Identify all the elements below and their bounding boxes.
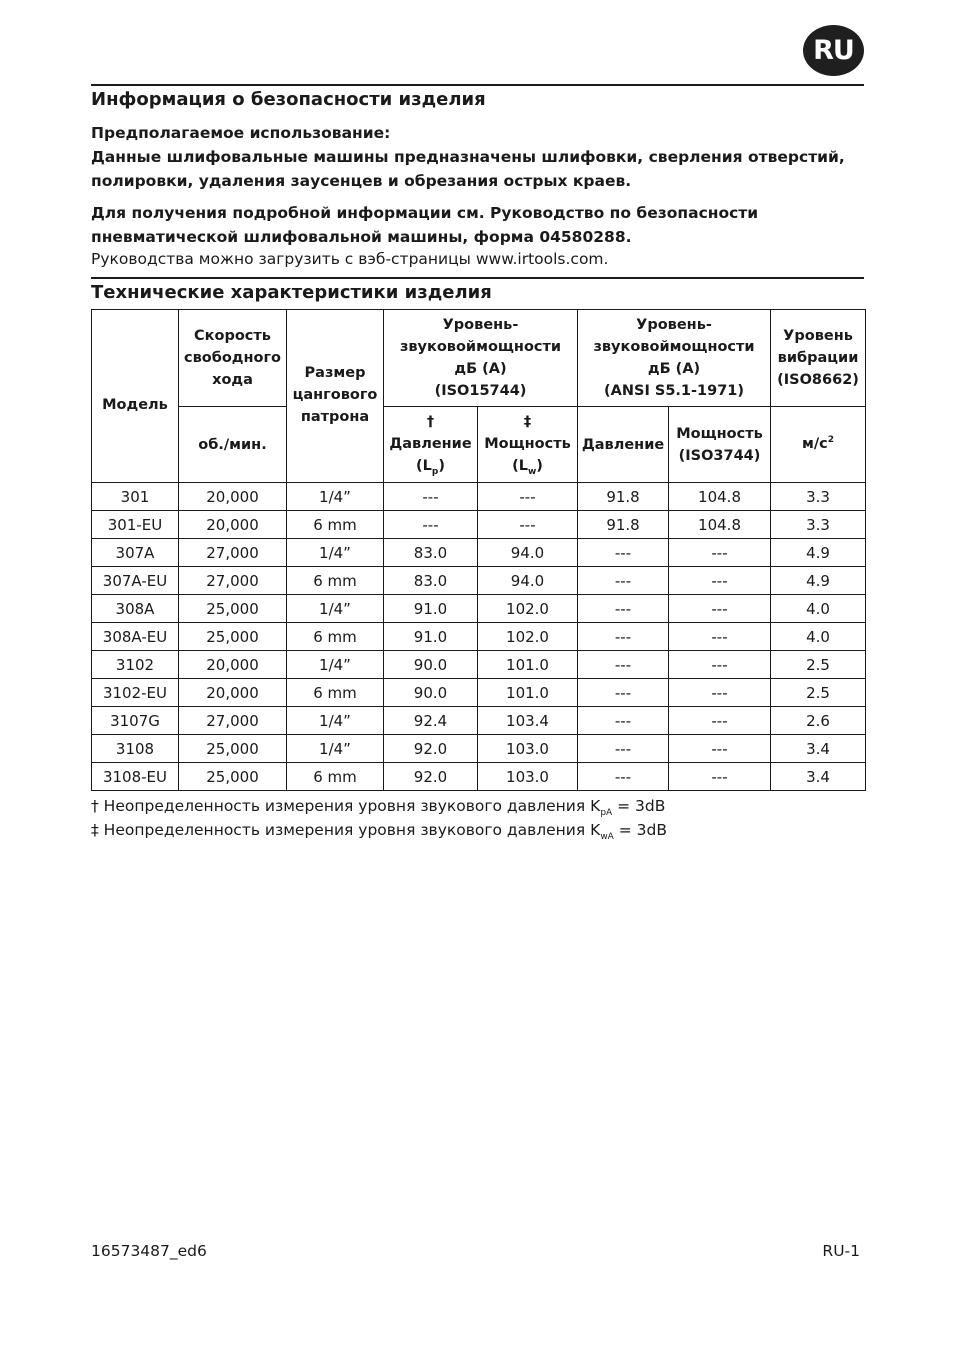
table-cell: 301 [92,483,179,511]
table-cell: --- [478,483,578,511]
specs-rule [91,277,864,279]
table-cell: 83.0 [384,567,478,595]
table-cell: 3108-EU [92,763,179,791]
table-cell: 25,000 [179,595,287,623]
table-cell: 20,000 [179,483,287,511]
table-row [92,539,866,567]
table-cell: 20,000 [179,511,287,539]
table-cell: --- [478,511,578,539]
page-number: RU-1 [822,1242,860,1260]
power-label: Мощность [484,435,571,452]
table-cell: 27,000 [179,707,287,735]
table-cell: 83.0 [384,539,478,567]
table-cell: 1/4” [287,539,384,567]
table-cell: 90.0 [384,651,478,679]
header-power [478,407,578,483]
table-cell: 3.3 [771,483,866,511]
table-cell: --- [669,763,771,791]
table-cell: 92.4 [384,707,478,735]
table-row [92,707,866,735]
intended-use-line1: Данные шлифовальные машины предназначены шлифовки, сверления отверстий, [91,148,845,166]
table-cell: 91.0 [384,595,478,623]
table-cell: 308A-EU [92,623,179,651]
footnote-pressure: † Неопределенность измерения уровня звукового давления $K_{pA} = 3dB$ [91,797,666,818]
table-cell: 307A [92,539,179,567]
table-cell: 6 mm [287,567,384,595]
table-cell: 94.0 [478,567,578,595]
table-cell: --- [578,595,669,623]
table-cell: 1/4” [287,483,384,511]
table-cell: 4.0 [771,623,866,651]
header-speed: Скорость свободного хода [179,310,287,407]
table-cell: --- [578,623,669,651]
table-cell: 6 mm [287,623,384,651]
table-cell: 3.4 [771,735,866,763]
table-cell: 25,000 [179,623,287,651]
doc-number: 16573487_ed6 [91,1242,207,1260]
table-cell: 20,000 [179,679,287,707]
table-cell: 6 mm [287,763,384,791]
table-cell: 92.0 [384,763,478,791]
table-cell: --- [384,511,478,539]
language-badge: RU [803,25,864,76]
table-cell: 1/4” [287,651,384,679]
table-row [92,735,866,763]
table-cell: 27,000 [179,539,287,567]
table-cell: 2.5 [771,651,866,679]
table-cell: 4.9 [771,567,866,595]
table-cell: 102.0 [478,595,578,623]
table-row [92,679,866,707]
header-speed-unit: об./мин. [179,407,287,483]
power-mark: ‡ [523,413,532,430]
header-sound-ansi: Уровень- звуковоймощности дБ (A) (ANSI S5.1-1971) [578,310,771,407]
table-cell: 3102 [92,651,179,679]
table-cell: --- [669,651,771,679]
top-rule [91,84,864,86]
table-cell: 3107G [92,707,179,735]
download-note: Руководства можно загрузить с вэб-страницы www.irtools.com. [91,250,609,268]
table-cell: 102.0 [478,623,578,651]
table-cell: 3.3 [771,511,866,539]
table-cell: 94.0 [478,539,578,567]
table-cell: --- [578,679,669,707]
table-cell: --- [578,651,669,679]
table-cell: 103.4 [478,707,578,735]
table-cell: 6 mm [287,511,384,539]
intended-use-line2: полировки, удаления заусенцев и обрезания острых краев. [91,172,632,190]
more-info-line2: пневматической шлифовальной машины, форма 04580288. [91,228,632,246]
header-sound-iso: Уровень- звуковоймощности дБ (A) (ISO15744) [384,310,578,407]
header-vib-unit: $м/с^2$ [771,407,866,483]
table-cell: --- [578,763,669,791]
table-cell: --- [578,539,669,567]
table-cell: 3102-EU [92,679,179,707]
more-info-line1: Для получения подробной информации см. Руководство по безопасности [91,204,759,222]
specs-table [91,309,866,791]
table-cell: --- [578,707,669,735]
table-cell: 104.8 [669,483,771,511]
table-cell: --- [669,595,771,623]
pressure-mark: † [426,413,435,430]
header-model: Модель [92,310,179,483]
table-cell: 27,000 [179,567,287,595]
table-row [92,483,866,511]
lp-symbol: $(L_p)$ [416,457,445,477]
table-cell: 101.0 [478,651,578,679]
table-cell: --- [578,735,669,763]
table-cell: 4.9 [771,539,866,567]
header-collet: Размер цангового патрона [287,310,384,483]
table-cell: 301-EU [92,511,179,539]
table-cell: 103.0 [478,735,578,763]
table-cell: 307A-EU [92,567,179,595]
table-cell: --- [669,539,771,567]
table-cell: --- [384,483,478,511]
table-row [92,623,866,651]
safety-title: Информация о безопасности изделия [91,89,486,110]
table-row [92,595,866,623]
table-cell: 91.8 [578,483,669,511]
pressure-label: Давление [389,435,472,452]
table-cell: 101.0 [478,679,578,707]
table-cell: 25,000 [179,763,287,791]
table-cell: 1/4” [287,735,384,763]
table-cell: 2.6 [771,707,866,735]
table-row [92,511,866,539]
table-cell: 2.5 [771,679,866,707]
table-cell: --- [669,735,771,763]
table-cell: 308A [92,595,179,623]
table-cell: --- [669,707,771,735]
table-cell: 6 mm [287,679,384,707]
table-cell: --- [669,679,771,707]
specs-title: Технические характеристики изделия [91,282,492,303]
intended-use-label: Предполагаемое использование: [91,124,391,142]
header-ansi-power: Мощность (ISO3744) [669,407,771,483]
table-cell: 91.8 [578,511,669,539]
table-row [92,651,866,679]
table-cell: 3.4 [771,763,866,791]
table-cell: 1/4” [287,595,384,623]
table-cell: 1/4” [287,707,384,735]
table-row [92,763,866,791]
header-ansi-pressure: Давление [578,407,669,483]
table-cell: --- [578,567,669,595]
table-cell: 103.0 [478,763,578,791]
table-cell: 92.0 [384,735,478,763]
table-cell: 3108 [92,735,179,763]
table-cell: --- [669,623,771,651]
table-cell: 25,000 [179,735,287,763]
header-vibration: Уровень вибрации (ISO8662) [771,310,866,407]
table-row [92,567,866,595]
table-cell: 20,000 [179,651,287,679]
lw-symbol: $(L_w)$ [512,457,543,477]
table-cell: 4.0 [771,595,866,623]
table-cell: 91.0 [384,623,478,651]
footnote-power: ‡ Неопределенность измерения уровня звукового давления $K_{wA} = 3dB$ [91,821,668,842]
table-cell: 90.0 [384,679,478,707]
header-pressure [384,407,478,483]
table-cell: 104.8 [669,511,771,539]
table-cell: --- [669,567,771,595]
